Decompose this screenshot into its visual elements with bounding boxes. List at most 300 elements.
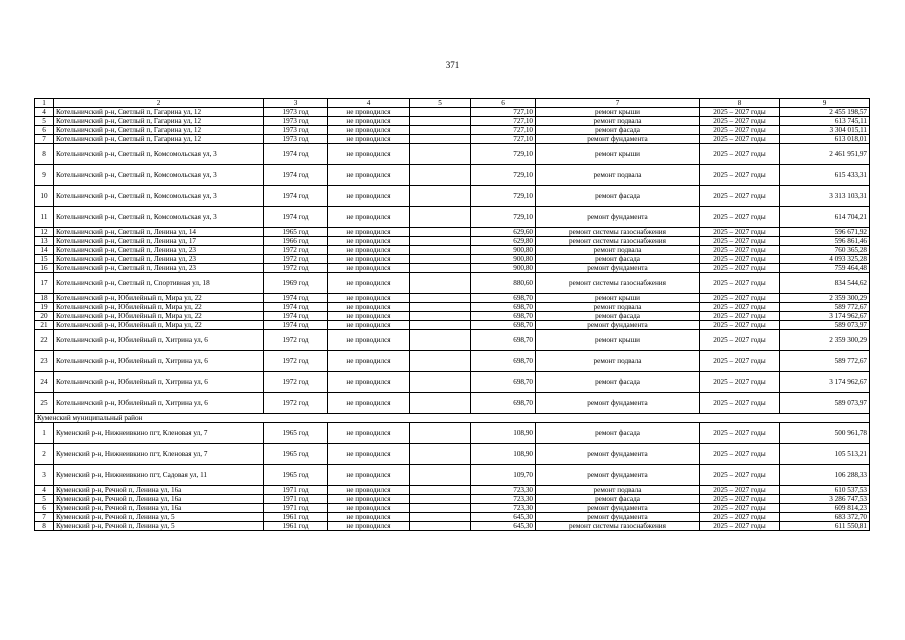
area-cell: 698,70 [471, 303, 536, 312]
year-cell: 1974 год [264, 321, 328, 330]
area-cell: 727,10 [471, 135, 536, 144]
period-cell: 2025 – 2027 годы [700, 144, 780, 165]
work-type-cell: ремонт подвала [536, 165, 700, 186]
year-cell: 1973 год [264, 117, 328, 126]
table-row [35, 108, 870, 117]
table-row [35, 504, 870, 513]
work-type-cell: ремонт фундамента [536, 504, 700, 513]
table-row [35, 264, 870, 273]
year-cell: 1961 год [264, 522, 328, 531]
address-cell: Котельничский р-н, Юбилейный п, Хитрина ул, 6 [54, 351, 264, 372]
cost-cell: 589 073,97 [780, 321, 870, 330]
status-cell: не проводился [328, 495, 410, 504]
row-number-cell: 15 [35, 255, 54, 264]
program-table [34, 98, 870, 531]
empty-cell [410, 264, 471, 273]
row-number-cell: 20 [35, 312, 54, 321]
address-cell: Котельничский р-н, Юбилейный п, Хитрина ул, 6 [54, 330, 264, 351]
table-row [35, 423, 870, 444]
year-cell: 1972 год [264, 246, 328, 255]
row-number-cell: 24 [35, 372, 54, 393]
address-cell: Котельничский р-н, Светлый п, Ленина ул, 23 [54, 246, 264, 255]
period-cell: 2025 – 2027 годы [700, 186, 780, 207]
period-cell: 2025 – 2027 годы [700, 351, 780, 372]
status-cell: не проводился [328, 165, 410, 186]
empty-cell [410, 393, 471, 414]
cost-cell: 2 359 300,29 [780, 330, 870, 351]
year-cell: 1965 год [264, 465, 328, 486]
area-cell: 880,60 [471, 273, 536, 294]
table-row [35, 351, 870, 372]
status-cell: не проводился [328, 312, 410, 321]
area-cell: 723,30 [471, 486, 536, 495]
row-number-cell: 3 [35, 465, 54, 486]
row-number-cell: 7 [35, 135, 54, 144]
address-cell: Куменский р-н, Нижнеивкино пгт, Кленовая ул, 7 [54, 444, 264, 465]
table-row [35, 273, 870, 294]
status-cell: не проводился [328, 246, 410, 255]
table-row [35, 513, 870, 522]
table-row [35, 312, 870, 321]
address-cell: Куменский р-н, Нижнеивкино пгт, Садовая ул, 11 [54, 465, 264, 486]
area-cell: 645,30 [471, 513, 536, 522]
address-cell: Котельничский р-н, Светлый п, Комсомольская ул, 3 [54, 186, 264, 207]
row-number-cell: 11 [35, 207, 54, 228]
empty-cell [410, 294, 471, 303]
area-cell: 698,70 [471, 312, 536, 321]
empty-cell [410, 126, 471, 135]
section-row [35, 414, 870, 423]
cost-cell: 611 550,81 [780, 522, 870, 531]
year-cell: 1974 год [264, 294, 328, 303]
table-row [35, 495, 870, 504]
empty-cell [410, 165, 471, 186]
area-cell: 645,30 [471, 522, 536, 531]
period-cell: 2025 – 2027 годы [700, 312, 780, 321]
address-cell: Котельничский р-н, Юбилейный п, Мира ул, 22 [54, 321, 264, 330]
row-number-cell: 10 [35, 186, 54, 207]
work-type-cell: ремонт фундамента [536, 444, 700, 465]
address-cell: Котельничский р-н, Светлый п, Комсомольская ул, 3 [54, 207, 264, 228]
work-type-cell: ремонт фасада [536, 423, 700, 444]
empty-cell [410, 108, 471, 117]
table-row [35, 393, 870, 414]
address-cell: Котельничский р-н, Светлый п, Спортивная ул, 18 [54, 273, 264, 294]
address-cell: Котельничский р-н, Светлый п, Ленина ул, 23 [54, 264, 264, 273]
row-number-cell: 5 [35, 117, 54, 126]
row-number-cell: 6 [35, 504, 54, 513]
period-cell: 2025 – 2027 годы [700, 303, 780, 312]
status-cell: не проводился [328, 423, 410, 444]
work-type-cell: ремонт фасада [536, 372, 700, 393]
table-row [35, 372, 870, 393]
status-cell: не проводился [328, 207, 410, 228]
cost-cell: 3 174 962,67 [780, 372, 870, 393]
table-row [35, 228, 870, 237]
empty-cell [410, 186, 471, 207]
cost-cell: 2 461 951,97 [780, 144, 870, 165]
column-header: 4 [328, 99, 410, 108]
column-header: 2 [54, 99, 264, 108]
empty-cell [410, 465, 471, 486]
cost-cell: 3 174 962,67 [780, 312, 870, 321]
table-row [35, 330, 870, 351]
table-row [35, 444, 870, 465]
cost-cell: 613 745,11 [780, 117, 870, 126]
area-cell: 729,10 [471, 165, 536, 186]
work-type-cell: ремонт фундамента [536, 207, 700, 228]
row-number-cell: 1 [35, 423, 54, 444]
address-cell: Котельничский р-н, Юбилейный п, Мира ул, 22 [54, 303, 264, 312]
page-number: 371 [445, 60, 460, 70]
area-cell: 629,80 [471, 237, 536, 246]
address-cell: Куменский р-н, Речной п, Ленина ул, 16а [54, 486, 264, 495]
row-number-cell: 23 [35, 351, 54, 372]
work-type-cell: ремонт подвала [536, 117, 700, 126]
empty-cell [410, 321, 471, 330]
row-number-cell: 14 [35, 246, 54, 255]
empty-cell [410, 330, 471, 351]
empty-cell [410, 228, 471, 237]
empty-cell [410, 351, 471, 372]
row-number-cell: 18 [35, 294, 54, 303]
cost-cell: 613 018,01 [780, 135, 870, 144]
empty-cell [410, 273, 471, 294]
empty-cell [410, 513, 471, 522]
status-cell: не проводился [328, 135, 410, 144]
status-cell: не проводился [328, 393, 410, 414]
table-row [35, 126, 870, 135]
empty-cell [410, 303, 471, 312]
cost-cell: 589 073,97 [780, 393, 870, 414]
status-cell: не проводился [328, 504, 410, 513]
cost-cell: 596 671,92 [780, 228, 870, 237]
row-number-cell: 16 [35, 264, 54, 273]
period-cell: 2025 – 2027 годы [700, 264, 780, 273]
year-cell: 1969 год [264, 273, 328, 294]
period-cell: 2025 – 2027 годы [700, 465, 780, 486]
work-type-cell: ремонт фундамента [536, 264, 700, 273]
cost-cell: 3 304 015,11 [780, 126, 870, 135]
empty-cell [410, 237, 471, 246]
year-cell: 1972 год [264, 372, 328, 393]
work-type-cell: ремонт подвала [536, 246, 700, 255]
empty-cell [410, 486, 471, 495]
area-cell: 108,90 [471, 444, 536, 465]
address-cell: Котельничский р-н, Светлый п, Гагарина ул, 12 [54, 108, 264, 117]
table-row [35, 522, 870, 531]
work-type-cell: ремонт фундамента [536, 513, 700, 522]
cost-cell: 500 961,78 [780, 423, 870, 444]
column-header: 8 [700, 99, 780, 108]
period-cell: 2025 – 2027 годы [700, 513, 780, 522]
work-type-cell: ремонт крыши [536, 108, 700, 117]
period-cell: 2025 – 2027 годы [700, 294, 780, 303]
status-cell: не проводился [328, 255, 410, 264]
empty-cell [410, 135, 471, 144]
empty-cell [410, 117, 471, 126]
table-row [35, 246, 870, 255]
address-cell: Котельничский р-н, Светлый п, Гагарина ул, 12 [54, 126, 264, 135]
table-row [35, 207, 870, 228]
cost-cell: 105 513,21 [780, 444, 870, 465]
area-cell: 723,30 [471, 495, 536, 504]
row-number-cell: 7 [35, 513, 54, 522]
cost-cell: 760 365,28 [780, 246, 870, 255]
row-number-cell: 5 [35, 495, 54, 504]
empty-cell [410, 144, 471, 165]
period-cell: 2025 – 2027 годы [700, 372, 780, 393]
area-cell: 900,80 [471, 255, 536, 264]
status-cell: не проводился [328, 108, 410, 117]
work-type-cell: ремонт подвала [536, 351, 700, 372]
year-cell: 1974 год [264, 207, 328, 228]
year-cell: 1974 год [264, 303, 328, 312]
address-cell: Куменский р-н, Речной п, Ленина ул, 16а [54, 495, 264, 504]
year-cell: 1973 год [264, 126, 328, 135]
address-cell: Котельничский р-н, Светлый п, Комсомольская ул, 3 [54, 144, 264, 165]
status-cell: не проводился [328, 126, 410, 135]
period-cell: 2025 – 2027 годы [700, 165, 780, 186]
table-body [35, 99, 870, 531]
table-row [35, 303, 870, 312]
period-cell: 2025 – 2027 годы [700, 117, 780, 126]
year-cell: 1974 год [264, 186, 328, 207]
status-cell: не проводился [328, 522, 410, 531]
work-type-cell: ремонт системы газоснабжения [536, 237, 700, 246]
status-cell: не проводился [328, 330, 410, 351]
status-cell: не проводился [328, 264, 410, 273]
status-cell: не проводился [328, 273, 410, 294]
table-row [35, 465, 870, 486]
area-cell: 900,80 [471, 246, 536, 255]
work-type-cell: ремонт системы газоснабжения [536, 522, 700, 531]
area-cell: 698,70 [471, 294, 536, 303]
year-cell: 1965 год [264, 228, 328, 237]
status-cell: не проводился [328, 144, 410, 165]
work-type-cell: ремонт фундамента [536, 321, 700, 330]
period-cell: 2025 – 2027 годы [700, 321, 780, 330]
row-number-cell: 4 [35, 108, 54, 117]
work-type-cell: ремонт подвала [536, 303, 700, 312]
status-cell: не проводился [328, 303, 410, 312]
period-cell: 2025 – 2027 годы [700, 237, 780, 246]
area-cell: 900,80 [471, 264, 536, 273]
empty-cell [410, 423, 471, 444]
table-row [35, 237, 870, 246]
period-cell: 2025 – 2027 годы [700, 255, 780, 264]
column-header: 9 [780, 99, 870, 108]
column-header: 3 [264, 99, 328, 108]
area-cell: 698,70 [471, 330, 536, 351]
row-number-cell: 8 [35, 144, 54, 165]
status-cell: не проводился [328, 351, 410, 372]
table-row [35, 165, 870, 186]
period-cell: 2025 – 2027 годы [700, 486, 780, 495]
area-cell: 727,10 [471, 117, 536, 126]
address-cell: Котельничский р-н, Юбилейный п, Мира ул, 22 [54, 312, 264, 321]
year-cell: 1961 год [264, 513, 328, 522]
period-cell: 2025 – 2027 годы [700, 135, 780, 144]
area-cell: 698,70 [471, 321, 536, 330]
address-cell: Котельничский р-н, Светлый п, Гагарина ул, 12 [54, 135, 264, 144]
status-cell: не проводился [328, 294, 410, 303]
period-cell: 2025 – 2027 годы [700, 330, 780, 351]
header-row [35, 99, 870, 108]
row-number-cell: 2 [35, 444, 54, 465]
cost-cell: 4 093 325,28 [780, 255, 870, 264]
empty-cell [410, 504, 471, 513]
empty-cell [410, 246, 471, 255]
cost-cell: 610 537,53 [780, 486, 870, 495]
table-row [35, 144, 870, 165]
period-cell: 2025 – 2027 годы [700, 228, 780, 237]
work-type-cell: ремонт фасада [536, 255, 700, 264]
work-type-cell: ремонт фундамента [536, 393, 700, 414]
row-number-cell: 17 [35, 273, 54, 294]
table-row [35, 321, 870, 330]
row-number-cell: 12 [35, 228, 54, 237]
cost-cell: 589 772,67 [780, 351, 870, 372]
work-type-cell: ремонт крыши [536, 294, 700, 303]
status-cell: не проводился [328, 117, 410, 126]
period-cell: 2025 – 2027 годы [700, 273, 780, 294]
period-cell: 2025 – 2027 годы [700, 207, 780, 228]
area-cell: 729,10 [471, 144, 536, 165]
empty-cell [410, 372, 471, 393]
row-number-cell: 22 [35, 330, 54, 351]
row-number-cell: 4 [35, 486, 54, 495]
cost-cell: 3 286 747,53 [780, 495, 870, 504]
work-type-cell: ремонт фасада [536, 126, 700, 135]
cost-cell: 596 861,46 [780, 237, 870, 246]
area-cell: 727,10 [471, 108, 536, 117]
period-cell: 2025 – 2027 годы [700, 423, 780, 444]
period-cell: 2025 – 2027 годы [700, 126, 780, 135]
cost-cell: 2 455 198,57 [780, 108, 870, 117]
row-number-cell: 9 [35, 165, 54, 186]
year-cell: 1972 год [264, 264, 328, 273]
cost-cell: 3 313 103,31 [780, 186, 870, 207]
row-number-cell: 6 [35, 126, 54, 135]
work-type-cell: ремонт фасада [536, 495, 700, 504]
address-cell: Котельничский р-н, Светлый п, Гагарина ул, 12 [54, 117, 264, 126]
table-row [35, 255, 870, 264]
area-cell: 729,10 [471, 207, 536, 228]
cost-cell: 609 814,23 [780, 504, 870, 513]
address-cell: Котельничский р-н, Светлый п, Ленина ул, 23 [54, 255, 264, 264]
year-cell: 1965 год [264, 423, 328, 444]
address-cell: Котельничский р-н, Юбилейный п, Мира ул, 22 [54, 294, 264, 303]
area-cell: 109,70 [471, 465, 536, 486]
year-cell: 1974 год [264, 312, 328, 321]
cost-cell: 2 359 300,29 [780, 294, 870, 303]
work-type-cell: ремонт подвала [536, 486, 700, 495]
table-row [35, 294, 870, 303]
empty-cell [410, 495, 471, 504]
year-cell: 1973 год [264, 135, 328, 144]
work-type-cell: ремонт фундамента [536, 465, 700, 486]
period-cell: 2025 – 2027 годы [700, 393, 780, 414]
year-cell: 1971 год [264, 495, 328, 504]
work-type-cell: ремонт крыши [536, 144, 700, 165]
area-cell: 723,30 [471, 504, 536, 513]
area-cell: 698,70 [471, 393, 536, 414]
empty-cell [410, 312, 471, 321]
cost-cell: 614 704,21 [780, 207, 870, 228]
year-cell: 1966 год [264, 237, 328, 246]
status-cell: не проводился [328, 237, 410, 246]
column-header: 5 [410, 99, 471, 108]
table-row [35, 186, 870, 207]
table-row [35, 117, 870, 126]
row-number-cell: 21 [35, 321, 54, 330]
empty-cell [410, 522, 471, 531]
area-cell: 729,10 [471, 186, 536, 207]
period-cell: 2025 – 2027 годы [700, 108, 780, 117]
year-cell: 1972 год [264, 351, 328, 372]
work-type-cell: ремонт фундамента [536, 135, 700, 144]
section-title: Куменский муниципальный район [35, 414, 870, 423]
status-cell: не проводился [328, 186, 410, 207]
address-cell: Куменский р-н, Речной п, Ленина ул, 16а [54, 504, 264, 513]
area-cell: 698,70 [471, 372, 536, 393]
address-cell: Куменский р-н, Нижнеивкино пгт, Кленовая ул, 7 [54, 423, 264, 444]
year-cell: 1972 год [264, 393, 328, 414]
table-row [35, 135, 870, 144]
year-cell: 1974 год [264, 165, 328, 186]
work-type-cell: ремонт фасада [536, 186, 700, 207]
period-cell: 2025 – 2027 годы [700, 495, 780, 504]
address-cell: Куменский р-н, Речной п, Ленина ул, 5 [54, 522, 264, 531]
status-cell: не проводился [328, 444, 410, 465]
year-cell: 1972 год [264, 330, 328, 351]
area-cell: 629,60 [471, 228, 536, 237]
period-cell: 2025 – 2027 годы [700, 444, 780, 465]
year-cell: 1971 год [264, 504, 328, 513]
work-type-cell: ремонт системы газоснабжения [536, 273, 700, 294]
work-type-cell: ремонт крыши [536, 330, 700, 351]
column-header: 6 [471, 99, 536, 108]
cost-cell: 683 372,70 [780, 513, 870, 522]
cost-cell: 615 433,31 [780, 165, 870, 186]
period-cell: 2025 – 2027 годы [700, 504, 780, 513]
column-header: 7 [536, 99, 700, 108]
period-cell: 2025 – 2027 годы [700, 246, 780, 255]
area-cell: 727,10 [471, 126, 536, 135]
column-header: 1 [35, 99, 54, 108]
area-cell: 698,70 [471, 351, 536, 372]
status-cell: не проводился [328, 465, 410, 486]
address-cell: Котельничский р-н, Светлый п, Ленина ул, 14 [54, 228, 264, 237]
empty-cell [410, 207, 471, 228]
cost-cell: 589 772,67 [780, 303, 870, 312]
status-cell: не проводился [328, 372, 410, 393]
row-number-cell: 19 [35, 303, 54, 312]
row-number-cell: 25 [35, 393, 54, 414]
address-cell: Котельничский р-н, Светлый п, Комсомольская ул, 3 [54, 165, 264, 186]
row-number-cell: 13 [35, 237, 54, 246]
address-cell: Котельничский р-н, Светлый п, Ленина ул, 17 [54, 237, 264, 246]
address-cell: Котельничский р-н, Юбилейный п, Хитрина ул, 6 [54, 372, 264, 393]
table-row [35, 486, 870, 495]
year-cell: 1971 год [264, 486, 328, 495]
empty-cell [410, 444, 471, 465]
empty-cell [410, 255, 471, 264]
status-cell: не проводился [328, 228, 410, 237]
year-cell: 1972 год [264, 255, 328, 264]
address-cell: Котельничский р-н, Юбилейный п, Хитрина ул, 6 [54, 393, 264, 414]
